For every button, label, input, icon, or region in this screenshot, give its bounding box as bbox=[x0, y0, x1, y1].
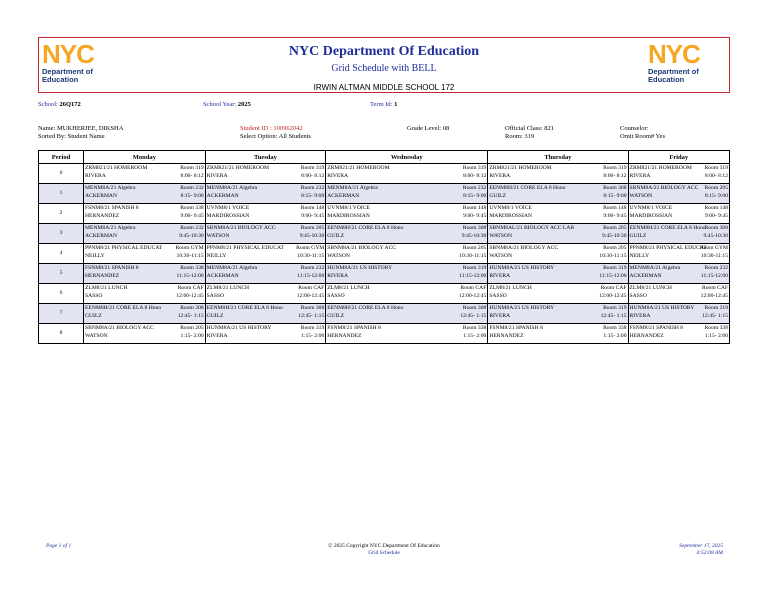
schedule-cell bbox=[84, 204, 206, 224]
time-range: 1:15- 2:00 bbox=[603, 333, 627, 339]
schedule-cell bbox=[84, 164, 206, 184]
select-option: Select Option: All Students bbox=[240, 133, 311, 140]
room-label: Room 308 bbox=[462, 305, 487, 311]
logo-subtitle: Department of Education bbox=[648, 67, 699, 84]
teacher-name: HERNANDEZ bbox=[489, 333, 524, 339]
period-number: 8 bbox=[39, 324, 84, 344]
schedule-cell bbox=[205, 204, 326, 224]
room-label: Room GYM bbox=[296, 245, 325, 251]
school-year-field: School Year: 2025 bbox=[203, 101, 251, 108]
course-name: ZRM821/21 HOMEROOM bbox=[629, 165, 692, 171]
time-range: 9:00- 9:45 bbox=[704, 213, 728, 219]
time-range: 10:30-11:15 bbox=[599, 253, 627, 259]
teacher-name: RIVERA bbox=[206, 173, 228, 179]
course-name: HUNM8A/21 US HISTORY bbox=[489, 305, 555, 311]
teacher-name: GUILZ bbox=[489, 193, 507, 199]
course-name: ZLM8/21 LUNCH bbox=[489, 285, 532, 291]
teacher-name: GUILZ bbox=[85, 313, 102, 319]
teacher-name: RIVERA bbox=[206, 333, 228, 339]
room-label: Room 205 bbox=[180, 325, 204, 331]
page-title: NYC Department Of Education bbox=[288, 44, 480, 59]
teacher-name: GUILZ bbox=[629, 233, 647, 239]
room-label: Room GYM bbox=[699, 245, 728, 251]
time-range: 9:00- 9:45 bbox=[603, 213, 627, 219]
course-name: FSNM8/21 SPANISH 8 bbox=[327, 325, 381, 331]
course-name: EENM8H/21 CORE ELA 8 Hono bbox=[327, 305, 404, 311]
teacher-name: HERNANDEZ bbox=[327, 333, 362, 339]
table-row bbox=[39, 264, 730, 284]
schedule-cell bbox=[326, 284, 488, 304]
period-number: 6 bbox=[39, 284, 84, 304]
schedule-cell bbox=[326, 244, 488, 264]
room: Room: 319 bbox=[505, 133, 535, 140]
page-number: Page 1 of 1 bbox=[46, 543, 72, 549]
course-name: ZRM821/21 HOMEROOM bbox=[327, 165, 390, 171]
room-label: Room 319 bbox=[462, 165, 487, 171]
time-range: 10:30-11:15 bbox=[297, 253, 325, 259]
course-name: SBNM8A/21 BIOLOGY ACC bbox=[85, 325, 154, 331]
course-name: PPNM8/21 PHYSICAL EDUCAT bbox=[206, 245, 284, 251]
schedule-cell bbox=[628, 324, 729, 344]
table-row bbox=[39, 164, 730, 184]
schedule-cell bbox=[84, 284, 206, 304]
teacher-name: RIVERA bbox=[85, 173, 106, 179]
teacher-name: ACKERMAN bbox=[85, 193, 118, 199]
time-range: 12:00-12:45 bbox=[296, 293, 325, 299]
time-range: 9:45-10:30 bbox=[601, 233, 627, 239]
time-range: 9:00- 9:45 bbox=[463, 213, 487, 219]
room-label: Room 148 bbox=[300, 205, 325, 211]
time-range: 10:30-11:15 bbox=[459, 253, 487, 259]
teacher-name: WATSON bbox=[489, 233, 512, 239]
schedule-cell bbox=[488, 324, 628, 344]
room-label: Room 205 bbox=[300, 225, 325, 231]
table-row bbox=[39, 304, 730, 324]
schedule-cell bbox=[326, 304, 488, 324]
period-number: 3 bbox=[39, 224, 84, 244]
teacher-name: ACKERMAN bbox=[85, 233, 118, 239]
schedule-cell bbox=[628, 304, 729, 324]
col-wednesday: Wednesday bbox=[326, 151, 488, 164]
teacher-name: RIVERA bbox=[489, 313, 511, 319]
schedule-cell bbox=[628, 184, 729, 204]
teacher-name: WATSON bbox=[629, 193, 653, 199]
time-range: 11:15-12:00 bbox=[700, 273, 728, 279]
time-range: 8:15- 9:00 bbox=[603, 193, 627, 199]
room-label: Room 319 bbox=[603, 165, 627, 171]
course-name: HUNM8A/21 US HISTORY bbox=[489, 265, 555, 271]
room-label: Room 232 bbox=[180, 225, 204, 231]
table-row bbox=[39, 244, 730, 264]
table-row bbox=[39, 284, 730, 304]
time-range: 9:45-10:30 bbox=[703, 233, 728, 239]
time-range: 12:00-12:45 bbox=[700, 293, 728, 299]
room-label: Room 319 bbox=[300, 165, 325, 171]
schedule-cell bbox=[84, 224, 206, 244]
course-name: ZRM821/21 HOMEROOM bbox=[489, 165, 552, 171]
col-friday: Friday bbox=[628, 151, 729, 164]
col-period: Period bbox=[39, 151, 84, 164]
time-range: 11:15-12:00 bbox=[176, 273, 204, 279]
table-row bbox=[39, 224, 730, 244]
room-label: Room CAF bbox=[177, 285, 204, 291]
schedule-cell bbox=[326, 324, 488, 344]
course-name: ZRM821/21 HOMEROOM bbox=[206, 165, 269, 171]
room-label: Room 338 bbox=[704, 325, 728, 331]
schedule-cell bbox=[326, 264, 488, 284]
teacher-name: SASSO bbox=[85, 293, 103, 299]
room-label: Room 232 bbox=[180, 185, 204, 191]
time-range: 12:00-12:45 bbox=[599, 293, 627, 299]
room-label: Room 319 bbox=[462, 265, 487, 271]
room-label: Room 148 bbox=[704, 205, 728, 211]
schedule-cell bbox=[628, 284, 729, 304]
time-range: 12:45- 1:15 bbox=[177, 313, 204, 319]
room-label: Room 205 bbox=[704, 185, 728, 191]
student-id: Student ID : 100962042 bbox=[240, 125, 303, 132]
room-label: Room 205 bbox=[603, 245, 627, 251]
course-name: SBNM8A/21 BIOLOGY ACC bbox=[489, 245, 559, 251]
student-name: Name: MUKHERJEE, DIKSHA bbox=[38, 125, 124, 132]
room-label: Room CAF bbox=[702, 285, 728, 291]
schedule-cell bbox=[488, 244, 628, 264]
teacher-name: WATSON bbox=[327, 253, 350, 259]
schedule-cell bbox=[205, 284, 326, 304]
course-name: EENM8H/21 CORE ELA 8 Hono bbox=[629, 225, 706, 231]
course-name: EENM8H/21 CORE ELA 8 Hono bbox=[489, 185, 566, 191]
schedule-cell bbox=[84, 304, 206, 324]
nyc-logo-text: NYC bbox=[648, 39, 700, 69]
schedule-cell bbox=[326, 184, 488, 204]
course-name: MENM8A/21 Algebra bbox=[206, 185, 258, 191]
room-label: Room 232 bbox=[462, 185, 487, 191]
schedule-cell bbox=[628, 224, 729, 244]
schedule-cell bbox=[628, 244, 729, 264]
schedule-cell bbox=[84, 264, 206, 284]
course-name: PPNM8/21 PHYSICAL EDUCAT bbox=[629, 245, 707, 251]
time-range: 9:00- 9:45 bbox=[180, 213, 204, 219]
teacher-name: RIVERA bbox=[327, 273, 349, 279]
schedule-cell bbox=[205, 304, 326, 324]
course-name: SBNM8A/21 BIOLOGY ACC bbox=[327, 245, 397, 251]
room-label: Room 148 bbox=[603, 205, 627, 211]
time-range: 1:15- 2:00 bbox=[463, 333, 487, 339]
time-range: 12:45- 1:15 bbox=[600, 313, 627, 319]
teacher-name: ACKERMAN bbox=[206, 193, 239, 199]
teacher-name: MARDIROSSIAN bbox=[489, 213, 532, 219]
time-range: 11:15-12:00 bbox=[459, 273, 487, 279]
col-thursday: Thursday bbox=[488, 151, 628, 164]
room-label: Room 319 bbox=[603, 305, 627, 311]
course-name: UVNM8/1 VOICE bbox=[489, 205, 532, 211]
print-time: 4:52:08 AM bbox=[696, 550, 723, 556]
grid-header-row bbox=[39, 151, 730, 164]
teacher-name: WATSON bbox=[206, 233, 230, 239]
room-label: Room CAF bbox=[600, 285, 627, 291]
schedule-cell bbox=[326, 164, 488, 184]
teacher-name: SASSO bbox=[327, 293, 345, 299]
col-monday: Monday bbox=[84, 151, 206, 164]
teacher-name: RIVERA bbox=[327, 173, 349, 179]
room-label: Room 319 bbox=[704, 305, 728, 311]
course-name: ZLM8/21 LUNCH bbox=[327, 285, 370, 291]
time-range: 8:00- 8:12 bbox=[301, 173, 325, 179]
room-label: Room 232 bbox=[704, 265, 728, 271]
course-name: FSNM8/21 SPANISH 8 bbox=[629, 325, 684, 331]
time-range: 1:15- 2:00 bbox=[704, 333, 728, 339]
schedule-cell bbox=[326, 224, 488, 244]
schedule-cell bbox=[84, 244, 206, 264]
course-name: ZLM8/21 LUNCH bbox=[206, 285, 250, 291]
schedule-cell bbox=[488, 264, 628, 284]
time-range: 11:15-12:00 bbox=[297, 273, 325, 279]
teacher-name: HERNANDEZ bbox=[85, 273, 120, 279]
schedule-cell bbox=[326, 204, 488, 224]
course-name: MENM8A/21 Algebra bbox=[85, 185, 136, 191]
period-number: 0 bbox=[39, 164, 84, 184]
course-name: EENM8H/21 CORE ELA 8 Hono bbox=[327, 225, 404, 231]
schedule-cell bbox=[488, 284, 628, 304]
teacher-name: SASSO bbox=[629, 293, 647, 299]
table-row bbox=[39, 184, 730, 204]
time-range: 10:30-11:15 bbox=[176, 253, 204, 259]
schedule-grid bbox=[38, 150, 730, 344]
copyright: © 2025 Copyright NYC Department Of Education bbox=[328, 543, 440, 549]
counselor: Counselor: bbox=[620, 125, 649, 132]
schedule-cell bbox=[488, 184, 628, 204]
teacher-name: MARDIROSSIAN bbox=[327, 213, 370, 219]
time-range: 8:15- 9:00 bbox=[704, 193, 728, 199]
teacher-name: MARDIROSSIAN bbox=[629, 213, 673, 219]
room-label: Room 308 bbox=[603, 185, 627, 191]
col-tuesday: Tuesday bbox=[205, 151, 326, 164]
time-range: 10:30-11:15 bbox=[700, 253, 728, 259]
room-label: Room 319 bbox=[603, 265, 627, 271]
time-range: 8:00- 8:12 bbox=[603, 173, 627, 179]
teacher-name: HERNANDEZ bbox=[85, 213, 120, 219]
time-range: 8:15- 9:00 bbox=[180, 193, 204, 199]
teacher-name: RIVERA bbox=[629, 313, 651, 319]
time-range: 8:00- 8:12 bbox=[180, 173, 204, 179]
room-label: Room 319 bbox=[704, 165, 728, 171]
time-range: 8:15- 9:00 bbox=[463, 193, 487, 199]
time-range: 1:15- 2:00 bbox=[180, 333, 204, 339]
teacher-name: RIVERA bbox=[489, 273, 511, 279]
schedule-cell bbox=[488, 224, 628, 244]
schedule-cell bbox=[488, 304, 628, 324]
time-range: 9:00- 9:45 bbox=[301, 213, 325, 219]
page-subtitle: Grid Schedule with BELL bbox=[331, 63, 437, 74]
course-name: ZRM821/21 HOMEROOM bbox=[85, 165, 148, 171]
room-label: Room 308 bbox=[300, 305, 325, 311]
teacher-name: WATSON bbox=[489, 253, 512, 259]
room-label: Room 319 bbox=[300, 325, 325, 331]
teacher-name: GUILZ bbox=[206, 313, 224, 319]
teacher-name: RIVERA bbox=[629, 173, 651, 179]
teacher-name: WATSON bbox=[85, 333, 108, 339]
teacher-name: NEILLY bbox=[629, 253, 650, 259]
room-label: Room 308 bbox=[180, 305, 204, 311]
time-range: 11:15-12:00 bbox=[599, 273, 627, 279]
teacher-name: NEILLY bbox=[206, 253, 227, 259]
table-row bbox=[39, 204, 730, 224]
room-label: Room 148 bbox=[462, 205, 487, 211]
table-row bbox=[39, 324, 730, 344]
logo-subtitle: Department of Education bbox=[42, 67, 93, 84]
period-number: 5 bbox=[39, 264, 84, 284]
course-name: MENM8A/21 Algebra bbox=[206, 265, 258, 271]
room-label: Room CAF bbox=[460, 285, 487, 291]
time-range: 8:00- 8:12 bbox=[704, 173, 728, 179]
report-name: Grid Schedule bbox=[368, 550, 400, 556]
course-name: PPNM8/21 PHYSICAL EDUCAT bbox=[85, 245, 163, 251]
course-name: SBNM8A/21 BIOLOGY ACC bbox=[206, 225, 276, 231]
course-name: FSNM8/21 SPANISH 8 bbox=[489, 325, 543, 331]
schedule-cell bbox=[205, 184, 326, 204]
room-label: Room 338 bbox=[180, 205, 204, 211]
school-field: School: 26Q172 bbox=[38, 101, 81, 108]
schedule-cell bbox=[205, 324, 326, 344]
course-name: UVNM8/1 VOICE bbox=[327, 205, 370, 211]
teacher-name: MARDIROSSIAN bbox=[206, 213, 250, 219]
room-label: Room 308 bbox=[462, 225, 487, 231]
schedule-cell bbox=[205, 164, 326, 184]
time-range: 8:15- 9:00 bbox=[301, 193, 325, 199]
teacher-name: SASSO bbox=[206, 293, 225, 299]
room-label: Room 205 bbox=[603, 225, 627, 231]
time-range: 9:45-10:30 bbox=[179, 233, 204, 239]
teacher-name: ACKERMAN bbox=[629, 273, 662, 279]
omit-room: Omit Room# Yes bbox=[620, 133, 665, 140]
room-label: Room 338 bbox=[462, 325, 487, 331]
room-label: Room 338 bbox=[603, 325, 627, 331]
course-name: HUNM8A/21 US HISTORY bbox=[629, 305, 695, 311]
schedule-cell bbox=[205, 224, 326, 244]
teacher-name: GUILZ bbox=[327, 313, 345, 319]
course-name: EENM8H/21 CORE ELA 8 Hono bbox=[206, 305, 283, 311]
time-range: 8:00- 8:12 bbox=[463, 173, 487, 179]
course-name: HUNM8A/21 US HISTORY bbox=[206, 325, 272, 331]
sorted-by: Sorted By: Student Name bbox=[38, 133, 105, 140]
teacher-name: NEILLY bbox=[85, 253, 105, 259]
course-name: HUNM8A/21 US HISTORY bbox=[327, 265, 393, 271]
teacher-name: ACKERMAN bbox=[327, 193, 360, 199]
room-label: Room 338 bbox=[180, 265, 204, 271]
schedule-cell bbox=[628, 264, 729, 284]
room-label: Room 308 bbox=[704, 225, 728, 231]
schedule-cell bbox=[628, 164, 729, 184]
time-range: 9:45-10:30 bbox=[299, 233, 325, 239]
time-range: 9:45-10:30 bbox=[461, 233, 487, 239]
schedule-cell bbox=[488, 204, 628, 224]
official-class: Official Class: 821 bbox=[505, 125, 554, 132]
course-name: MENM8A/21 Algebra bbox=[629, 265, 681, 271]
period-number: 7 bbox=[39, 304, 84, 324]
room-label: Room 205 bbox=[462, 245, 487, 251]
teacher-name: ACKERMAN bbox=[206, 273, 239, 279]
course-name: ZLM8/21 LUNCH bbox=[85, 285, 128, 291]
nyc-logo-text: NYC bbox=[42, 39, 94, 69]
time-range: 12:45- 1:15 bbox=[702, 313, 728, 319]
grade-level: Grade Level: 08 bbox=[407, 125, 450, 132]
room-label: Room 319 bbox=[180, 165, 204, 171]
period-number: 2 bbox=[39, 204, 84, 224]
schedule-cell bbox=[205, 264, 326, 284]
course-name: SBNM8A/21 BIOLOGY ACC bbox=[629, 185, 699, 191]
course-name: SBNM8AL/21 BIOLOGY ACC LAB bbox=[489, 225, 575, 231]
room-label: Room CAF bbox=[298, 285, 325, 291]
course-name: UVNM8/1 VOICE bbox=[206, 205, 250, 211]
course-name: MENM8A/21 Algebra bbox=[85, 225, 136, 231]
time-range: 12:00-12:45 bbox=[458, 293, 487, 299]
teacher-name: RIVERA bbox=[489, 173, 511, 179]
period-number: 4 bbox=[39, 244, 84, 264]
school-name: IRWIN ALTMAN MIDDLE SCHOOL 172 bbox=[313, 83, 455, 92]
course-name: ZLM8/21 LUNCH bbox=[629, 285, 672, 291]
course-name: UVNM8/1 VOICE bbox=[629, 205, 673, 211]
room-label: Room GYM bbox=[175, 245, 204, 251]
course-name: FSNM8/21 SPANISH 8 bbox=[85, 265, 139, 271]
room-label: Room 232 bbox=[300, 265, 325, 271]
teacher-name: GUILZ bbox=[327, 233, 345, 239]
course-name: MENM8A/21 Algebra bbox=[327, 185, 378, 191]
teacher-name: SASSO bbox=[489, 293, 507, 299]
time-range: 1:15- 2:00 bbox=[301, 333, 325, 339]
term-field: Term Id: 1 bbox=[370, 101, 398, 108]
room-label: Room 232 bbox=[300, 185, 325, 191]
course-name: FSNM8/21 SPANISH 8 bbox=[85, 205, 139, 211]
schedule-cell bbox=[84, 324, 206, 344]
course-name: EENM8H/21 CORE ELA 8 Hono bbox=[85, 305, 162, 311]
schedule-cell bbox=[628, 204, 729, 224]
time-range: 12:45- 1:15 bbox=[298, 313, 325, 319]
period-number: 1 bbox=[39, 184, 84, 204]
time-range: 12:00-12:45 bbox=[176, 293, 204, 299]
time-range: 12:45- 1:15 bbox=[460, 313, 487, 319]
schedule-cell bbox=[488, 164, 628, 184]
schedule-cell bbox=[84, 184, 206, 204]
teacher-name: HERNANDEZ bbox=[629, 333, 664, 339]
schedule-cell bbox=[205, 244, 326, 264]
print-date: September 17, 2025 bbox=[679, 543, 723, 549]
